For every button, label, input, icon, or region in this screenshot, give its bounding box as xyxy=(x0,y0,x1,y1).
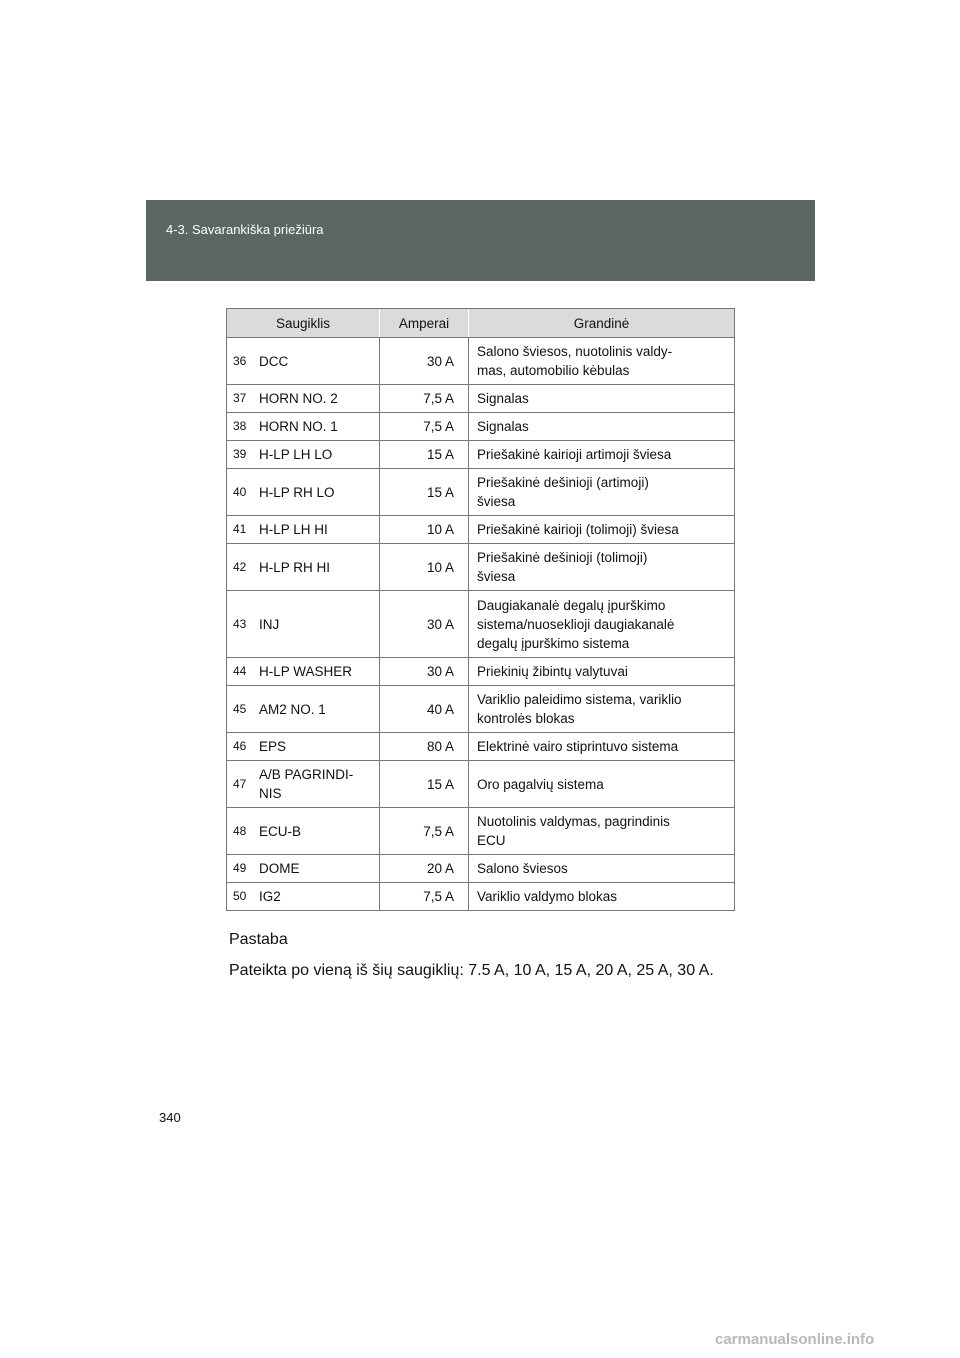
fuse-name: H-LP RH LO xyxy=(255,469,380,516)
fuse-amperage: 30 A xyxy=(380,338,469,385)
fuse-number: 50 xyxy=(227,883,256,911)
table-row xyxy=(227,441,735,469)
fuse-circuit: Priekinių žibintų valytuvai xyxy=(469,658,735,686)
fuse-amperage: 7,5 A xyxy=(380,883,469,911)
column-header-amperes: Amperai xyxy=(380,309,469,338)
fuse-amperage: 15 A xyxy=(380,761,469,808)
watermark: carmanualsonline.info xyxy=(715,1331,875,1348)
table-row xyxy=(227,855,735,883)
fuse-name: A/B PAGRINDI- NIS xyxy=(255,761,380,808)
fuse-number: 45 xyxy=(227,686,256,733)
section-title: 4-3. Savarankiška priežiūra xyxy=(166,222,324,237)
page-number: 340 xyxy=(159,1110,181,1125)
fuse-circuit: Priešakinė dešinioji (tolimoji) šviesa xyxy=(469,544,735,591)
fuse-number: 44 xyxy=(227,658,256,686)
fuse-amperage: 40 A xyxy=(380,686,469,733)
fuse-circuit: Priešakinė dešinioji (artimoji) šviesa xyxy=(469,469,735,516)
fuse-amperage: 10 A xyxy=(380,516,469,544)
fuse-amperage: 7,5 A xyxy=(380,385,469,413)
fuse-table xyxy=(226,308,735,911)
fuse-amperage: 7,5 A xyxy=(380,413,469,441)
table-row xyxy=(227,761,735,808)
fuse-name: H-LP RH HI xyxy=(255,544,380,591)
fuse-name: H-LP WASHER xyxy=(255,658,380,686)
table-row xyxy=(227,808,735,855)
table-row xyxy=(227,658,735,686)
table-header-row xyxy=(227,309,735,338)
fuse-circuit: Nuotolinis valdymas, pagrindinis ECU xyxy=(469,808,735,855)
fuse-circuit: Daugiakanalė degalų įpurškimo sistema/nuoseklioji daugiakanalė degalų įpurškimo sistema xyxy=(469,591,735,658)
fuse-number: 42 xyxy=(227,544,256,591)
fuse-circuit: Variklio paleidimo sistema, variklio kontrolės blokas xyxy=(469,686,735,733)
fuse-circuit: Signalas xyxy=(469,385,735,413)
fuse-name: IG2 xyxy=(255,883,380,911)
table-row xyxy=(227,544,735,591)
note-title: Pastaba xyxy=(229,931,288,948)
note-text: Pateikta po vieną iš šių saugiklių: 7.5 A, 10 A, 15 A, 20 A, 25 A, 30 A. xyxy=(229,962,714,979)
fuse-number: 36 xyxy=(227,338,256,385)
fuse-circuit: Oro pagalvių sistema xyxy=(469,761,735,808)
fuse-number: 40 xyxy=(227,469,256,516)
fuse-circuit: Priešakinė kairioji (tolimoji) šviesa xyxy=(469,516,735,544)
section-header xyxy=(146,200,815,281)
fuse-circuit: Signalas xyxy=(469,413,735,441)
column-header-circuit: Grandinė xyxy=(469,309,735,338)
fuse-name: H-LP LH HI xyxy=(255,516,380,544)
fuse-name: ECU-B xyxy=(255,808,380,855)
fuse-number: 39 xyxy=(227,441,256,469)
fuse-name: INJ xyxy=(255,591,380,658)
fuse-number: 46 xyxy=(227,733,256,761)
fuse-name: HORN NO. 2 xyxy=(255,385,380,413)
table-row xyxy=(227,591,735,658)
table-row xyxy=(227,686,735,733)
table-row xyxy=(227,883,735,911)
table-row xyxy=(227,516,735,544)
fuse-number: 49 xyxy=(227,855,256,883)
fuse-circuit: Salono šviesos xyxy=(469,855,735,883)
table-row xyxy=(227,469,735,516)
table-row xyxy=(227,385,735,413)
fuse-name: AM2 NO. 1 xyxy=(255,686,380,733)
fuse-circuit: Variklio valdymo blokas xyxy=(469,883,735,911)
fuse-name: DCC xyxy=(255,338,380,385)
table-row xyxy=(227,338,735,385)
fuse-number: 41 xyxy=(227,516,256,544)
table-row xyxy=(227,733,735,761)
fuse-number: 38 xyxy=(227,413,256,441)
column-header-fuse: Saugiklis xyxy=(227,309,380,338)
fuse-amperage: 20 A xyxy=(380,855,469,883)
fuse-number: 48 xyxy=(227,808,256,855)
fuse-amperage: 10 A xyxy=(380,544,469,591)
fuse-number: 43 xyxy=(227,591,256,658)
fuse-circuit: Elektrinė vairo stiprintuvo sistema xyxy=(469,733,735,761)
fuse-circuit: Priešakinė kairioji artimoji šviesa xyxy=(469,441,735,469)
fuse-name: HORN NO. 1 xyxy=(255,413,380,441)
fuse-number: 37 xyxy=(227,385,256,413)
table-row xyxy=(227,413,735,441)
fuse-number: 47 xyxy=(227,761,256,808)
fuse-amperage: 30 A xyxy=(380,591,469,658)
fuse-name: EPS xyxy=(255,733,380,761)
fuse-amperage: 7,5 A xyxy=(380,808,469,855)
fuse-amperage: 15 A xyxy=(380,469,469,516)
fuse-amperage: 15 A xyxy=(380,441,469,469)
fuse-amperage: 80 A xyxy=(380,733,469,761)
fuse-name: DOME xyxy=(255,855,380,883)
fuse-name: H-LP LH LO xyxy=(255,441,380,469)
fuse-amperage: 30 A xyxy=(380,658,469,686)
fuse-circuit: Salono šviesos, nuotolinis valdy- mas, automobilio kėbulas xyxy=(469,338,735,385)
